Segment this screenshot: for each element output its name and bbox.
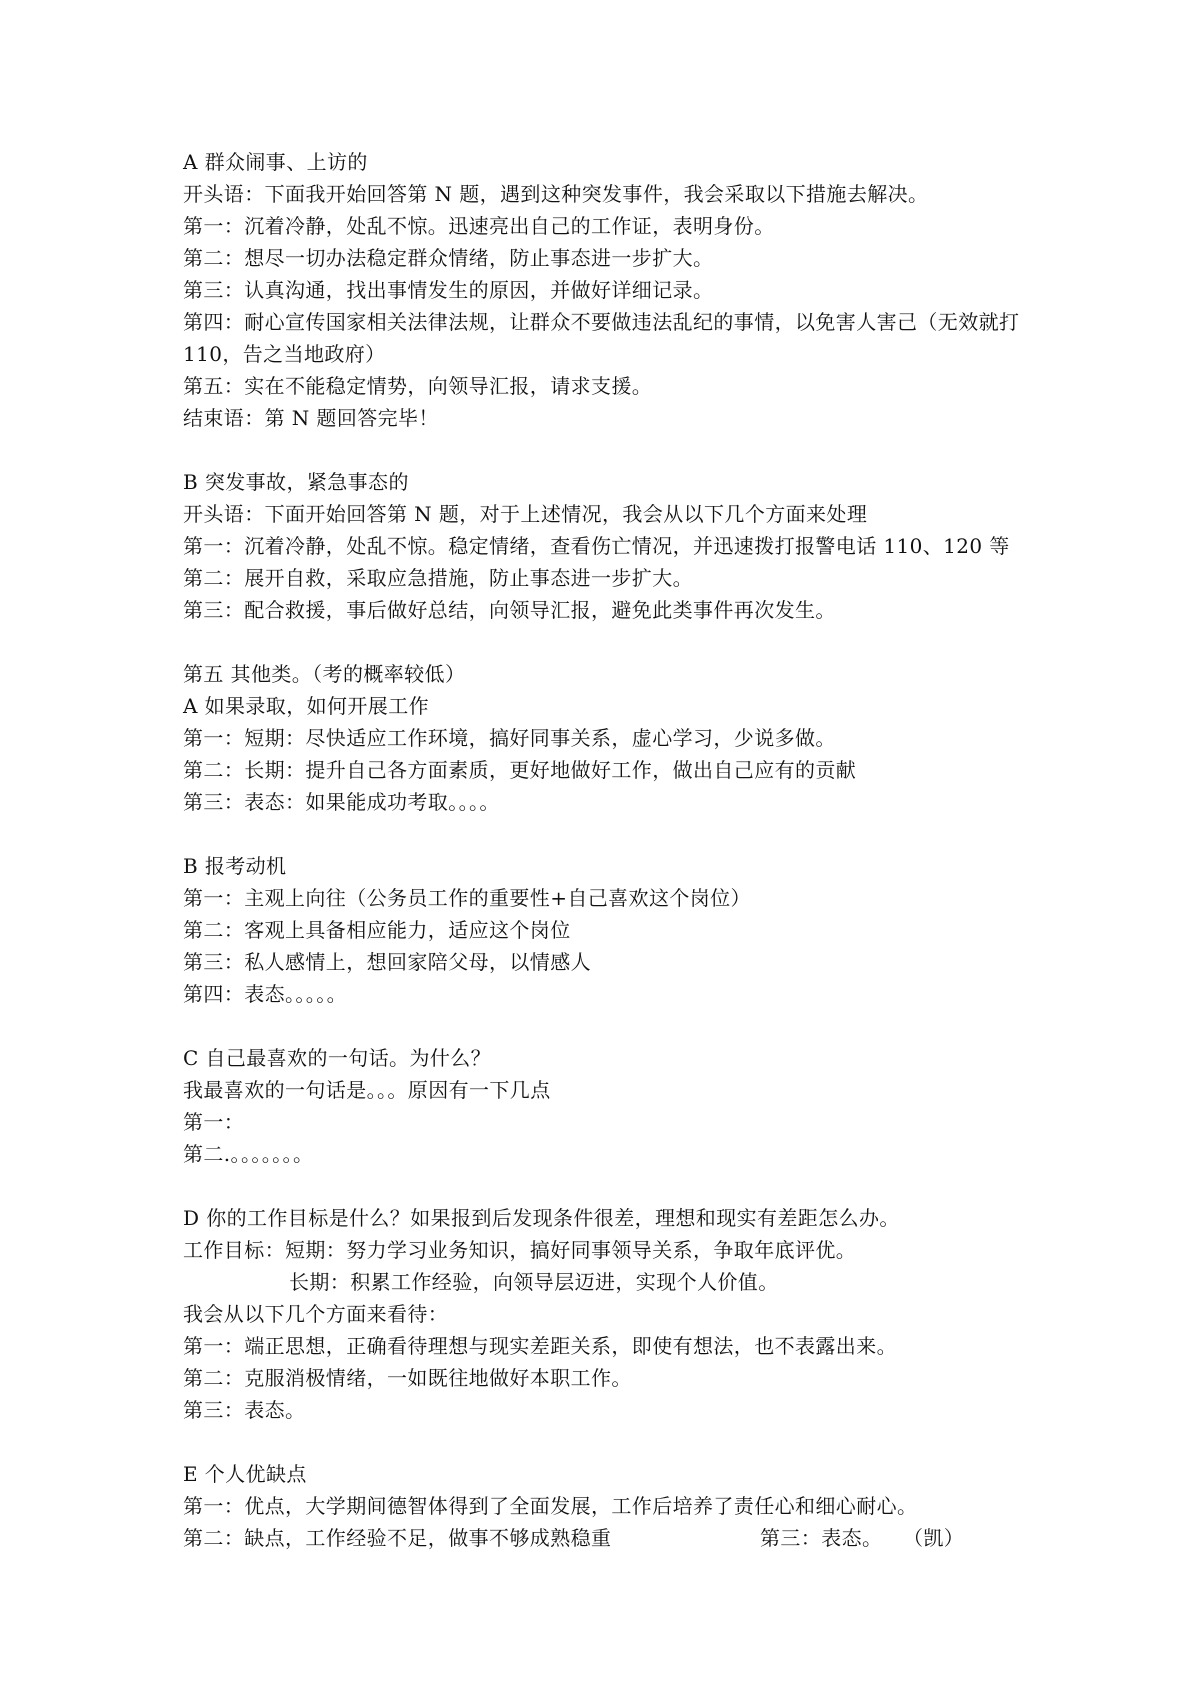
body-line: 第一：端正思想，正确看待理想与现实差距关系，即使有想法，也不表露出来。 bbox=[183, 1334, 897, 1358]
body-line: 第二：长期：提升自己各方面素质，更好地做好工作，做出自己应有的贡献 bbox=[183, 758, 857, 782]
body-line: 第五：实在不能稳定情势，向领导汇报，请求支援。 bbox=[183, 374, 653, 398]
section-work-goal bbox=[183, 1202, 1043, 1426]
body-line: 第一：沉着冷静，处乱不惊。稳定情绪，查看伤亡情况，并迅速拨打报警电话 110、120 等 bbox=[183, 534, 1010, 558]
section-b-emergency bbox=[183, 466, 1043, 626]
body-line: 第二：展开自救，采取应急措施，防止事态进一步扩大。 bbox=[183, 566, 693, 590]
section-favorite-quote bbox=[183, 1042, 1043, 1170]
section-heading: B 突发事故，紧急事态的 bbox=[183, 470, 409, 494]
attitude-text: 第三：表态。 bbox=[760, 1526, 883, 1550]
section-heading: A 群众闹事、上访的 bbox=[183, 150, 368, 174]
section-heading: E 个人优缺点 bbox=[183, 1462, 307, 1486]
body-line: 第二：想尽一切办法稳定群众情绪，防止事态进一步扩大。 bbox=[183, 246, 714, 270]
body-line: 第三：表态。 bbox=[183, 1398, 306, 1422]
body-line: 第三：配合救援，事后做好总结，向领导汇报，避免此类事件再次发生。 bbox=[183, 598, 836, 622]
body-line: 第三：私人感情上，想回家陪父母，以情感人 bbox=[183, 950, 591, 974]
body-line: 开头语：下面开始回答第 N 题，对于上述情况，我会从以下几个方面来处理 bbox=[183, 502, 868, 526]
body-line: 第一：沉着冷静，处乱不惊。迅速亮出自己的工作证，表明身份。 bbox=[183, 214, 775, 238]
body-line: 结束语：第 N 题回答完毕！ bbox=[183, 406, 439, 430]
body-line: 第一：主观上向往（公务员工作的重要性+自己喜欢这个岗位） bbox=[183, 886, 751, 910]
long-term-goal: 长期：积累工作经验，向领导层迈进，实现个人价值。 bbox=[289, 1270, 779, 1294]
short-term-goal: 工作目标：短期：努力学习业务知识，搞好同事领导关系，争取年底评优。 bbox=[183, 1238, 857, 1262]
section-heading: 第五 其他类。（考的概率较低） bbox=[183, 662, 466, 686]
section-heading: B 报考动机 bbox=[183, 854, 287, 878]
body-line-split bbox=[183, 1522, 1043, 1554]
subsection-heading: A 如果录取，如何开展工作 bbox=[183, 694, 430, 718]
body-line: 第三：认真沟通，找出事情发生的原因，并做好详细记录。 bbox=[183, 278, 714, 302]
body-line: 第四：耐心宣传国家相关法律法规，让群众不要做违法乱纪的事情，以免害人害己（无效就打 110，告之当地政府） bbox=[183, 310, 1020, 366]
section-five-other bbox=[183, 658, 1043, 818]
body-line: 第三：表态：如果能成功考取。。。。 bbox=[183, 790, 500, 814]
body-line: 我会从以下几个方面来看待： bbox=[183, 1302, 449, 1326]
body-line: 我最喜欢的一句话是。。。原因有一下几点 bbox=[183, 1078, 551, 1102]
section-motive bbox=[183, 850, 1043, 1010]
body-line: 第四：表态。。。。。 bbox=[183, 982, 347, 1006]
body-line: 第二.。。。。。。。 bbox=[183, 1142, 314, 1166]
document-body bbox=[183, 146, 1043, 1554]
body-line: 第一： bbox=[183, 1110, 245, 1134]
section-strengths-weaknesses bbox=[183, 1458, 1043, 1554]
section-heading: D 你的工作目标是什么？如果报到后发现条件很差，理想和现实有差距怎么办。 bbox=[183, 1206, 900, 1230]
weakness-text: 第二：缺点，工作经验不足，做事不够成熟稳重 bbox=[183, 1526, 612, 1550]
body-line: 第二：克服消极情绪，一如既往地做好本职工作。 bbox=[183, 1366, 632, 1390]
body-line: 开头语：下面我开始回答第 N 题，遇到这种突发事件，我会采取以下措施去解决。 bbox=[183, 182, 929, 206]
author-mark: （凯） bbox=[903, 1526, 965, 1550]
body-line: 第一：优点，大学期间德智体得到了全面发展，工作后培养了责任心和细心耐心。 bbox=[183, 1494, 918, 1518]
section-heading: C 自己最喜欢的一句话。为什么？ bbox=[183, 1046, 492, 1070]
body-line: 第一：短期：尽快适应工作环境，搞好同事关系，虚心学习，少说多做。 bbox=[183, 726, 836, 750]
body-line: 第二：客观上具备相应能力，适应这个岗位 bbox=[183, 918, 571, 942]
section-a-mass-incident bbox=[183, 146, 1043, 434]
